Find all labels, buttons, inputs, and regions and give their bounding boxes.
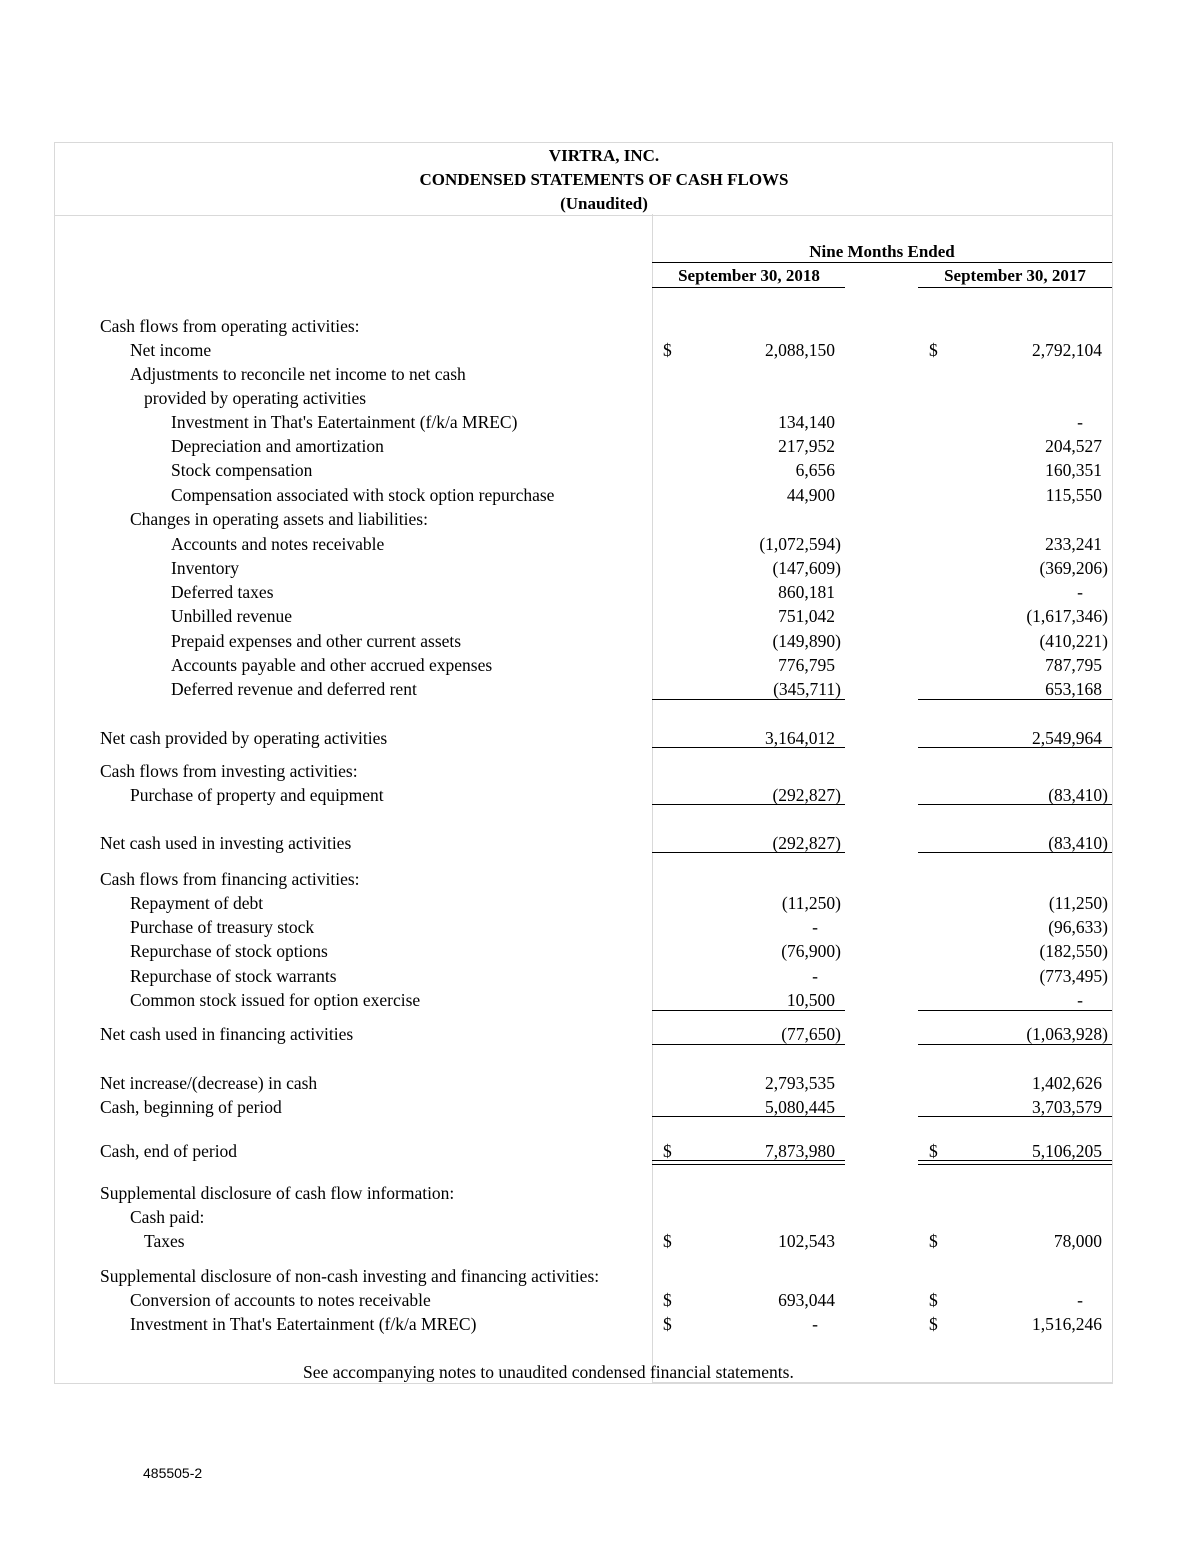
- value-2017: 204,527: [1045, 436, 1102, 456]
- row-label: Investment in That's Eatertainment (f/k/a MREC): [130, 1314, 477, 1334]
- value-2017: 1,516,246: [1032, 1314, 1102, 1334]
- value-2018: 217,952: [778, 436, 835, 456]
- footnote-text: See accompanying notes to unaudited condensed financial statements.: [303, 1362, 794, 1382]
- row-label: Common stock issued for option exercise: [130, 990, 421, 1010]
- row-label: Inventory: [171, 558, 240, 578]
- currency-symbol-2018: $: [663, 1290, 672, 1310]
- value-2017: (369,206): [1039, 558, 1108, 578]
- subtotal-rule: [652, 852, 845, 853]
- value-2017: (1,063,928): [1026, 1024, 1108, 1044]
- currency-symbol-2017: $: [929, 1314, 938, 1334]
- value-2018: 7,873,980: [765, 1141, 835, 1161]
- subtotal-rule: [918, 804, 1112, 805]
- row-label: Conversion of accounts to notes receivable: [130, 1290, 431, 1310]
- row-label: Stock compensation: [171, 460, 313, 480]
- row-label: Supplemental disclosure of non-cash investing and financing activities:: [100, 1266, 600, 1286]
- currency-symbol-2018: $: [663, 340, 672, 360]
- value-2017: (83,410): [1048, 785, 1108, 805]
- value-2017: 78,000: [1053, 1231, 1102, 1251]
- row-label: Repurchase of stock options: [130, 941, 328, 961]
- value-2018: 134,140: [778, 412, 835, 432]
- value-2018: 2,088,150: [765, 340, 835, 360]
- unaudited-label: (Unaudited): [560, 194, 648, 213]
- value-2017: 787,795: [1045, 655, 1102, 675]
- row-label: Cash paid:: [130, 1207, 205, 1227]
- page-id: 485505-2: [143, 1465, 203, 1481]
- currency-symbol-2018: $: [663, 1314, 672, 1334]
- row-label: Accounts payable and other accrued expenses: [171, 655, 493, 675]
- row-label: Net income: [130, 340, 212, 360]
- statement-title: CONDENSED STATEMENTS OF CASH FLOWS: [419, 170, 789, 189]
- value-2018: 3,164,012: [765, 728, 835, 748]
- subtotal-rule: [918, 1044, 1112, 1045]
- subtotal-rule: [652, 1116, 845, 1117]
- value-2018: 751,042: [778, 606, 835, 626]
- row-label: Supplemental disclosure of cash flow information:: [100, 1183, 455, 1203]
- value-2018: 860,181: [778, 582, 835, 602]
- subtotal-rule: [652, 804, 845, 805]
- value-2017: -: [1077, 582, 1083, 602]
- value-2018: (345,711): [773, 679, 841, 699]
- row-label: Net cash used in financing activities: [100, 1024, 354, 1044]
- row-label: Cash flows from financing activities:: [100, 869, 360, 889]
- value-2017: -: [1077, 990, 1083, 1010]
- subtotal-rule: [918, 747, 1112, 748]
- value-2017: (1,617,346): [1026, 606, 1108, 626]
- value-2018: -: [812, 1314, 818, 1334]
- value-2017: 115,550: [1045, 485, 1102, 505]
- value-2017: (773,495): [1039, 966, 1108, 986]
- value-2018: (76,900): [781, 941, 841, 961]
- row-label: Net cash used in investing activities: [100, 833, 352, 853]
- value-2017: 3,703,579: [1032, 1097, 1102, 1117]
- value-2017: -: [1077, 1290, 1083, 1310]
- period-group-rule: [652, 262, 1112, 263]
- value-2018: -: [812, 966, 818, 986]
- value-2017: (83,410): [1048, 833, 1108, 853]
- row-label: Repurchase of stock warrants: [130, 966, 337, 986]
- row-label: Cash flows from investing activities:: [100, 761, 358, 781]
- value-2017: 2,549,964: [1032, 728, 1102, 748]
- row-label: Purchase of treasury stock: [130, 917, 315, 937]
- row-label: Compensation associated with stock option repurchase: [171, 485, 555, 505]
- double-underline-rule: [918, 1160, 1112, 1161]
- row-label: Net cash provided by operating activities: [100, 728, 388, 748]
- currency-symbol-2017: $: [929, 1231, 938, 1251]
- row-label: Repayment of debt: [130, 893, 264, 913]
- column-header-2017-rule: [918, 287, 1112, 288]
- value-2018: (292,827): [772, 833, 841, 853]
- period-group-label: Nine Months Ended: [809, 242, 955, 261]
- value-2018: (1,072,594): [759, 534, 841, 554]
- value-2017: (96,633): [1048, 917, 1108, 937]
- currency-symbol-2017: $: [929, 340, 938, 360]
- value-2018: 2,793,535: [765, 1073, 835, 1093]
- row-label: Depreciation and amortization: [171, 436, 384, 456]
- row-label: Taxes: [144, 1231, 185, 1251]
- value-2018: 776,795: [778, 655, 835, 675]
- column-header-2018: September 30, 2018: [678, 266, 820, 285]
- value-2017: 1,402,626: [1032, 1073, 1102, 1093]
- currency-symbol-2017: $: [929, 1290, 938, 1310]
- row-label: Cash flows from operating activities:: [100, 316, 360, 336]
- row-label: provided by operating activities: [144, 388, 367, 408]
- value-2018: (11,250): [781, 893, 841, 913]
- double-underline-rule: [918, 1164, 1112, 1165]
- value-2018: 102,543: [778, 1231, 835, 1251]
- company-name: VIRTRA, INC.: [548, 146, 660, 165]
- row-label: Deferred revenue and deferred rent: [171, 679, 417, 699]
- value-2017: -: [1077, 412, 1083, 432]
- value-2017: 233,241: [1045, 534, 1102, 554]
- row-label: Cash, beginning of period: [100, 1097, 282, 1117]
- value-2018: 693,044: [778, 1290, 835, 1310]
- value-2018: 44,900: [786, 485, 835, 505]
- value-2017: (11,250): [1048, 893, 1108, 913]
- subtotal-rule: [918, 852, 1112, 853]
- subtotal-rule: [652, 1044, 845, 1045]
- value-2018: (77,650): [781, 1024, 841, 1044]
- row-label: Accounts and notes receivable: [171, 534, 385, 554]
- value-2017: (410,221): [1039, 631, 1108, 651]
- subtotal-rule: [918, 699, 1112, 700]
- value-2018: 5,080,445: [765, 1097, 835, 1117]
- subtotal-rule: [918, 1116, 1112, 1117]
- column-header-2018-rule: [652, 287, 845, 288]
- subtotal-rule: [652, 1010, 845, 1011]
- double-underline-rule: [652, 1160, 845, 1161]
- row-label: Cash, end of period: [100, 1141, 238, 1161]
- row-label: Purchase of property and equipment: [130, 785, 384, 805]
- value-2017: 2,792,104: [1032, 340, 1102, 360]
- currency-symbol-2017: $: [929, 1141, 938, 1161]
- value-2018: 10,500: [786, 990, 835, 1010]
- row-label: Adjustments to reconcile net income to net cash: [130, 364, 466, 384]
- subtotal-rule: [652, 699, 845, 700]
- value-2018: 6,656: [795, 460, 835, 480]
- row-label: Net increase/(decrease) in cash: [100, 1073, 318, 1093]
- currency-symbol-2018: $: [663, 1231, 672, 1251]
- row-label: Prepaid expenses and other current assets: [171, 631, 462, 651]
- value-2018: (147,609): [772, 558, 841, 578]
- value-2018: (149,890): [772, 631, 841, 651]
- row-label: Investment in That's Eatertainment (f/k/a MREC): [171, 412, 518, 432]
- value-2018: (292,827): [772, 785, 841, 805]
- value-2017: 5,106,205: [1032, 1141, 1102, 1161]
- row-label: Changes in operating assets and liabilities:: [130, 509, 428, 529]
- subtotal-rule: [918, 1010, 1112, 1011]
- value-2018: -: [812, 917, 818, 937]
- subtotal-rule: [652, 747, 845, 748]
- value-2017: (182,550): [1039, 941, 1108, 961]
- double-underline-rule: [652, 1164, 845, 1165]
- value-2017: 160,351: [1045, 460, 1102, 480]
- currency-symbol-2018: $: [663, 1141, 672, 1161]
- row-label: Unbilled revenue: [171, 606, 292, 626]
- value-2017: 653,168: [1045, 679, 1102, 699]
- column-header-2017: September 30, 2017: [944, 266, 1086, 285]
- row-label: Deferred taxes: [171, 582, 274, 602]
